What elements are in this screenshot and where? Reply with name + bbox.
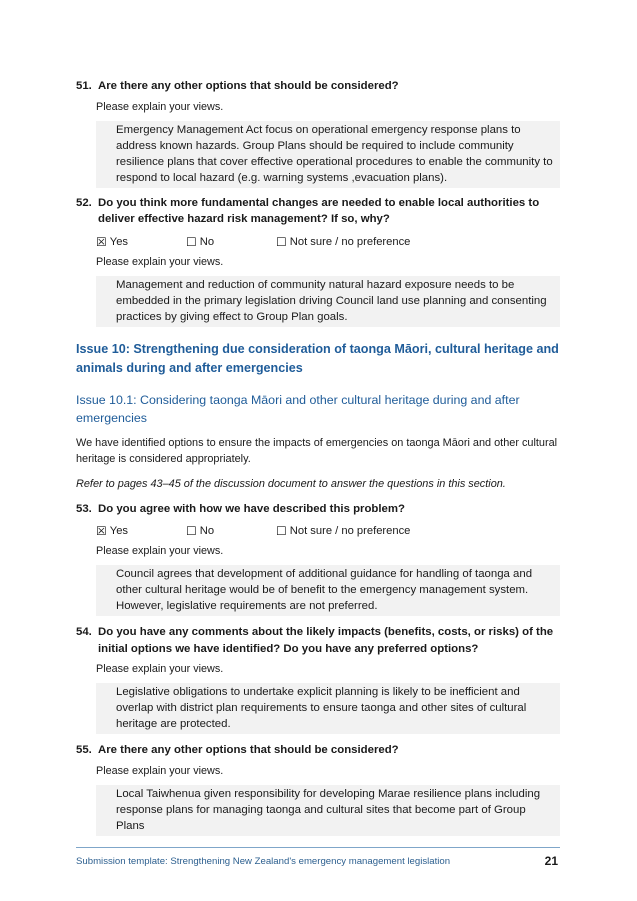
issue-heading: Issue 10: Strengthening due consideration of taonga Māori, cultural heritage and animals during and after emergencies [76,341,559,375]
answer-box-51[interactable]: Emergency Management Act focus on operational emergency response plans to address known hazards. Group Plans should be required to include community resilience plans that cover effective operational procedures to enable the community to respond to local hazard (e.g. warning systems ,evacuation plans). [96,121,560,188]
answer-box-53[interactable]: Council agrees that development of additional guidance for handling of taonga and other cultural heritage would be of benefit to the emergency management system. However, legislative requirements are not preferred. [96,565,560,616]
question-number: 55. [76,744,92,756]
choice-yes[interactable] [96,523,186,539]
issue-subheading: Issue 10.1: Considering taonga Māori and other cultural heritage during and after emergencies [76,392,520,425]
choice-no[interactable] [186,523,276,539]
question-number: 54. [76,626,92,638]
question-text: Do you agree with how we have described this problem? [98,502,405,515]
issue-intro: We have identified options to ensure the impacts of emergencies on taonga Māori and other cultural heritage is considered appropriately. [76,436,558,465]
question-number: 52. [76,196,92,209]
explain-prompt: Please explain your views. [96,545,224,557]
choice-label: Yes [109,235,129,248]
refer-note: Refer to pages 43–45 of the discussion document to answer the questions in this section. [76,477,506,490]
choice-label: Yes [109,525,129,537]
question-53 [76,501,560,518]
choices-53 [96,523,560,539]
checkbox-icon[interactable]: ☐ [186,524,197,538]
question-54 [76,624,560,657]
choice-no[interactable] [186,234,276,250]
explain-prompt: Please explain your views. [96,100,224,113]
checkbox-icon[interactable]: ☐ [276,234,287,249]
choice-label: Not sure / no preference [289,525,411,537]
explain-prompt: Please explain your views. [96,255,224,268]
checked-box-icon[interactable]: ☒ [96,524,107,538]
answer-box-52[interactable]: Management and reduction of community natural hazard exposure needs to be embedded in the primary legislation driving Council land use planning and consenting practices by giving effect to Group Plan goals. [96,276,560,327]
question-52 [76,195,560,228]
question-number: 51. [76,80,92,92]
choice-not-sure[interactable] [276,234,410,250]
question-51 [76,78,560,95]
choices-52 [96,234,560,250]
question-text: Do you think more fundamental changes are needed to enable local authorities to deliver effective hazard risk management? If so, why? [98,196,540,225]
explain-prompt: Please explain your views. [96,663,224,675]
choice-not-sure[interactable] [276,523,410,539]
answer-box-54[interactable]: Legislative obligations to undertake explicit planning is likely to be inefficient and overlap with district plan requirements to ensure taonga and other sites of cultural heritage are protected. [96,683,560,734]
choice-label: Not sure / no preference [289,235,411,248]
choice-label: No [199,235,215,248]
question-text: Are there any other options that should be considered? [98,80,399,92]
footer-text: Submission template: Strengthening New Zealand's emergency management legislation [76,855,451,867]
question-text: Are there any other options that should be considered? [98,744,399,756]
question-text: Do you have any comments about the likely impacts (benefits, costs, or risks) of the initial options we have identified? Do you have any preferred options? [98,626,554,655]
question-55 [76,742,560,759]
checkbox-icon[interactable]: ☐ [276,524,287,538]
explain-prompt: Please explain your views. [96,764,224,777]
page-footer [76,847,560,868]
answer-box-55[interactable]: Local Taiwhenua given responsibility for developing Marae resilience plans including response plans for managing taonga and cultural sites that become part of Group Plans [96,785,560,836]
choice-yes[interactable] [96,234,186,250]
page-number: 21 [544,854,558,868]
document-body [76,78,560,836]
checked-box-icon[interactable]: ☒ [96,234,107,249]
checkbox-icon[interactable]: ☐ [186,234,197,249]
choice-label: No [199,525,215,537]
question-number: 53. [76,502,92,515]
